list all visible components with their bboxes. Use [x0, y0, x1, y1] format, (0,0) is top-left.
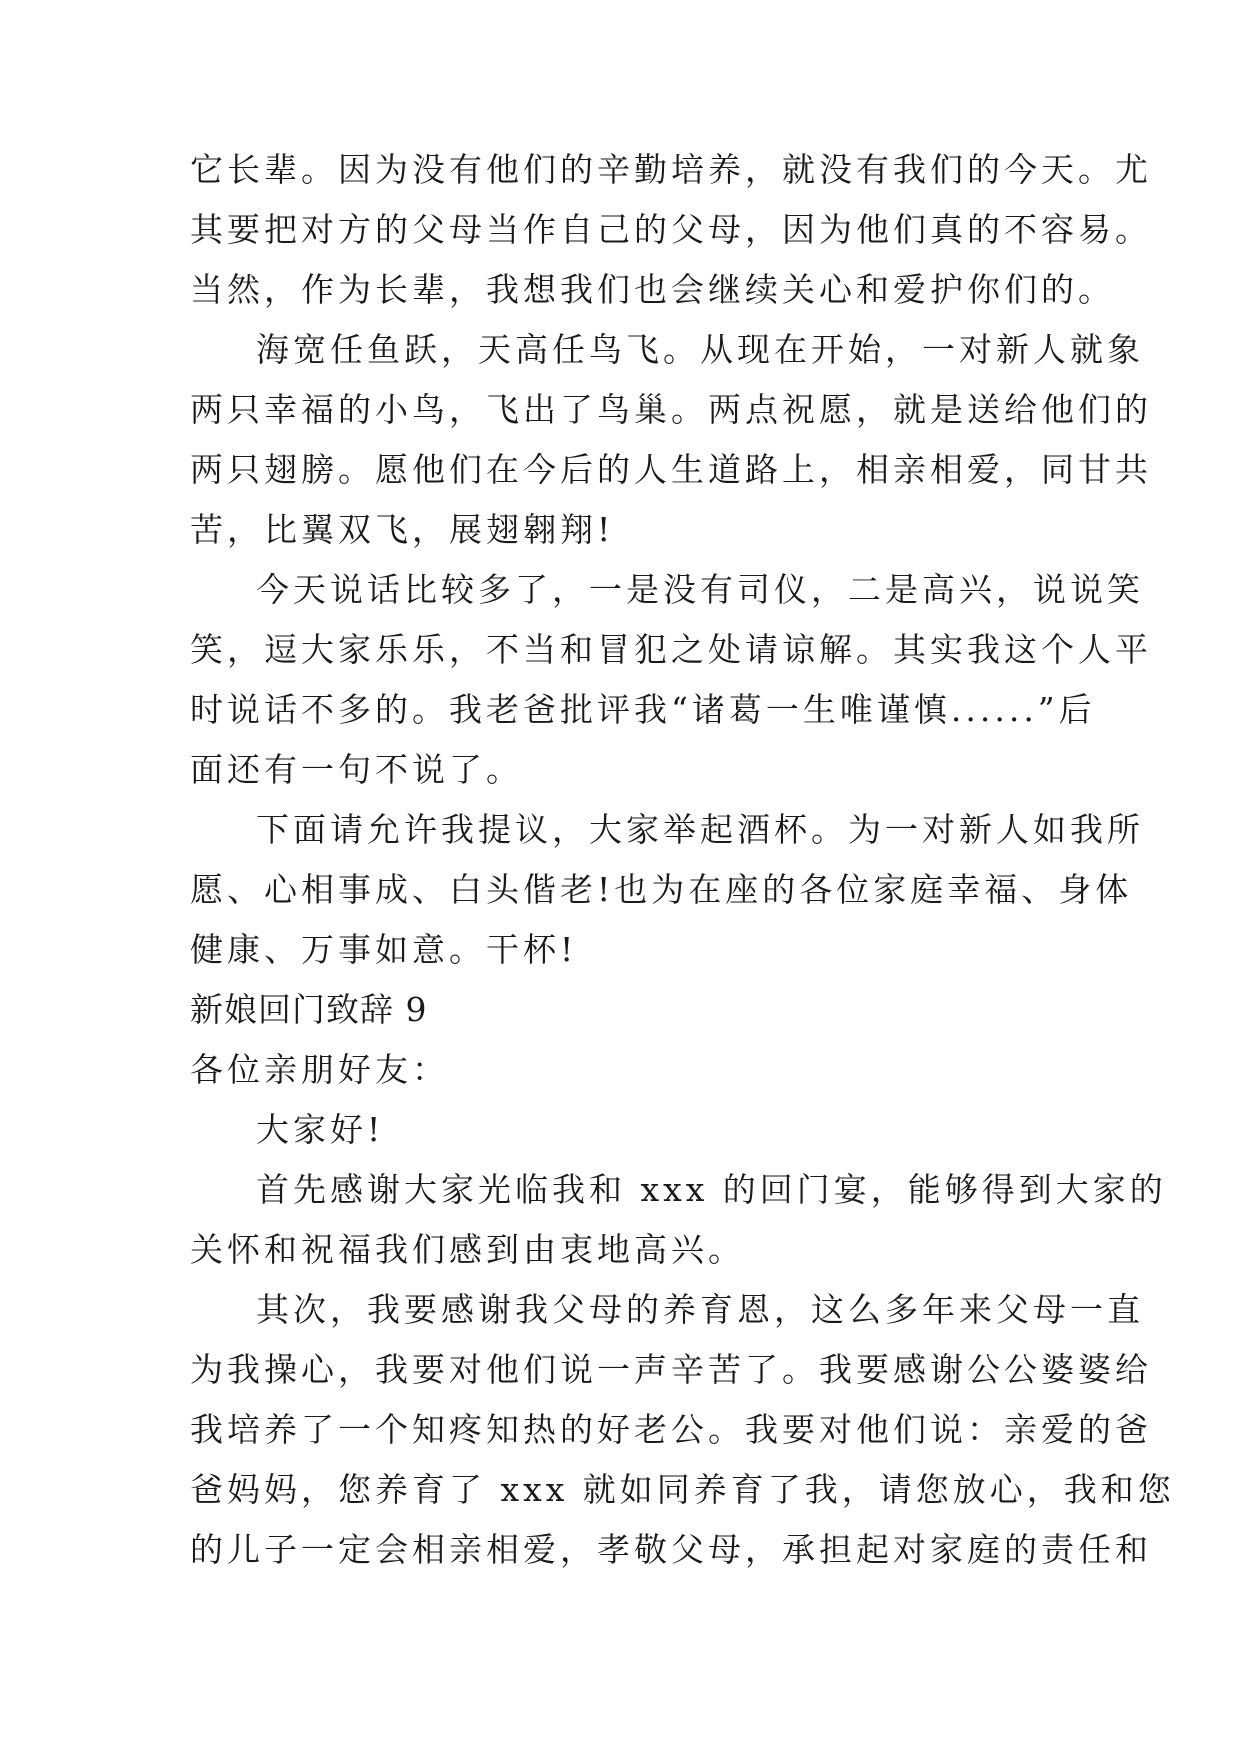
text-line: 为我操心，我要对他们说一声辛苦了。我要感谢公公婆婆给: [190, 1350, 1152, 1389]
paragraph-continuation: [190, 140, 1152, 320]
text-line: 两只翅膀。愿他们在今后的人生道路上，相亲相爱，同甘共: [190, 450, 1152, 489]
text-line: 笑，逗大家乐乐，不当和冒犯之处请谅解。其实我这个人平: [190, 630, 1152, 669]
text-line: 其次，我要感谢我父母的养育恩，这么多年来父母一直: [256, 1290, 1144, 1329]
text-line: 海宽任鱼跃，天高任鸟飞。从现在开始，一对新人就象: [256, 330, 1144, 369]
paragraph: [190, 800, 1144, 980]
section-heading: [190, 980, 1060, 1040]
text-line: 健康、万事如意。干杯!: [190, 930, 578, 969]
text-line: 爸妈妈，您养育了 xxx 就如同养育了我，请您放心，我和您: [190, 1470, 1175, 1509]
paragraph: [190, 1100, 1060, 1160]
text-line: 当然，作为长辈，我想我们也会继续关心和爱护你们的。: [190, 270, 1115, 309]
paragraph: [190, 1280, 1175, 1580]
paragraph: [190, 560, 1152, 800]
text-line: 的儿子一定会相亲相爱，孝敬父母，承担起对家庭的责任和: [190, 1530, 1152, 1569]
text-line: 它长辈。因为没有他们的辛勤培养，就没有我们的今天。尤: [190, 150, 1152, 189]
text-line: 下面请允许我提议，大家举起酒杯。为一对新人如我所: [256, 810, 1144, 849]
text-line: 大家好!: [256, 1110, 385, 1149]
salutation: [190, 1040, 1060, 1100]
heading-text: 新娘回门致辞 9: [190, 990, 428, 1029]
text-line: 两只幸福的小鸟，飞出了鸟巢。两点祝愿，就是送给他们的: [190, 390, 1152, 429]
paragraph: [190, 1160, 1167, 1280]
text-line: 时说话不多的。我老爸批评我“诸葛一生唯谨慎......”后: [190, 690, 1096, 729]
document-body: [190, 140, 1175, 1580]
text-line: 关怀和祝福我们感到由衷地高兴。: [190, 1230, 745, 1269]
text-line: 我培养了一个知疼知热的好老公。我要对他们说：亲爱的爸: [190, 1410, 1152, 1449]
text-line: 苦，比翼双飞，展翅翱翔!: [190, 510, 615, 549]
text-line: 首先感谢大家光临我和 xxx 的回门宴，能够得到大家的: [256, 1170, 1167, 1209]
text-line: 面还有一句不说了。: [190, 750, 523, 789]
text-line: 愿、心相事成、白头偕老!也为在座的各位家庭幸福、身体: [190, 870, 1133, 909]
text-line: 今天说话比较多了，一是没有司仪，二是高兴，说说笑: [256, 570, 1144, 609]
text-line: 其要把对方的父母当作自己的父母，因为他们真的不容易。: [190, 210, 1152, 249]
paragraph: [190, 320, 1152, 560]
salutation-text: 各位亲朋好友：: [190, 1050, 449, 1089]
